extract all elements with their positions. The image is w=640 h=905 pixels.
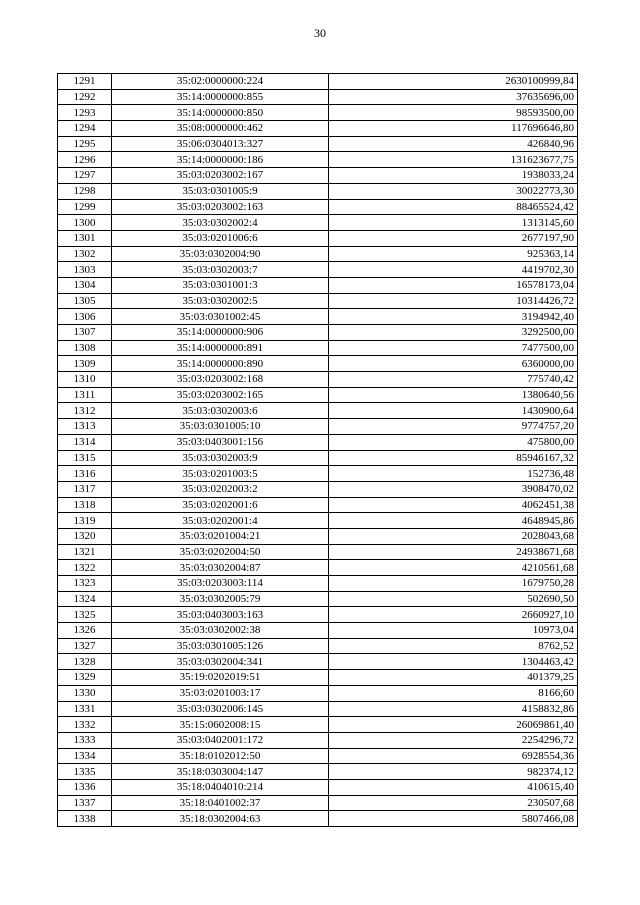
cadastral-number-cell: 35:03:0201003:5 [112, 466, 329, 482]
row-number-cell: 1330 [58, 685, 112, 701]
cadastral-number-cell: 35:03:0302003:9 [112, 450, 329, 466]
table-row [58, 466, 578, 482]
value-cell: 5807466,08 [329, 811, 578, 827]
cadastral-number-cell: 35:02:0000000:224 [112, 74, 329, 90]
table-row [58, 372, 578, 388]
cadastral-number-cell: 35:06:0304013:327 [112, 136, 329, 152]
value-cell: 6928554,36 [329, 748, 578, 764]
row-number-cell: 1318 [58, 497, 112, 513]
value-cell: 8762,52 [329, 638, 578, 654]
row-number-cell: 1326 [58, 623, 112, 639]
cadastral-number-cell: 35:03:0203002:168 [112, 372, 329, 388]
row-number-cell: 1298 [58, 183, 112, 199]
value-cell: 4419702,30 [329, 262, 578, 278]
value-cell: 131623677,75 [329, 152, 578, 168]
value-cell: 4648945,86 [329, 513, 578, 529]
table-row [58, 105, 578, 121]
value-cell: 2677197,90 [329, 230, 578, 246]
table-row [58, 513, 578, 529]
value-cell: 6360000,00 [329, 356, 578, 372]
row-number-cell: 1313 [58, 419, 112, 435]
table-row [58, 74, 578, 90]
row-number-cell: 1295 [58, 136, 112, 152]
cadastral-number-cell: 35:03:0203002:167 [112, 168, 329, 184]
table-row [58, 654, 578, 670]
row-number-cell: 1310 [58, 372, 112, 388]
value-cell: 85946167,32 [329, 450, 578, 466]
value-cell: 1304463,42 [329, 654, 578, 670]
row-number-cell: 1306 [58, 309, 112, 325]
cadastral-number-cell: 35:14:0000000:186 [112, 152, 329, 168]
cadastral-number-cell: 35:15:0602008:15 [112, 717, 329, 733]
table-row [58, 136, 578, 152]
cadastral-number-cell: 35:03:0302002:38 [112, 623, 329, 639]
cadastral-number-cell: 35:03:0301005:126 [112, 638, 329, 654]
cadastral-number-cell: 35:03:0203002:165 [112, 387, 329, 403]
table-row [58, 560, 578, 576]
value-cell: 1313145,60 [329, 215, 578, 231]
row-number-cell: 1329 [58, 670, 112, 686]
row-number-cell: 1300 [58, 215, 112, 231]
row-number-cell: 1332 [58, 717, 112, 733]
cadastral-number-cell: 35:18:0401002:37 [112, 795, 329, 811]
cadastral-number-cell: 35:03:0201006:6 [112, 230, 329, 246]
row-number-cell: 1328 [58, 654, 112, 670]
row-number-cell: 1323 [58, 576, 112, 592]
row-number-cell: 1336 [58, 779, 112, 795]
cadastral-number-cell: 35:18:0303004:147 [112, 764, 329, 780]
table-row [58, 262, 578, 278]
cadastral-number-cell: 35:14:0000000:890 [112, 356, 329, 372]
value-cell: 1380640,56 [329, 387, 578, 403]
cadastral-number-cell: 35:14:0000000:891 [112, 340, 329, 356]
row-number-cell: 1315 [58, 450, 112, 466]
cadastral-number-cell: 35:03:0301001:3 [112, 277, 329, 293]
cadastral-number-cell: 35:03:0403003:163 [112, 607, 329, 623]
table-row [58, 638, 578, 654]
value-cell: 4158832,86 [329, 701, 578, 717]
table-row [58, 748, 578, 764]
row-number-cell: 1335 [58, 764, 112, 780]
table-row [58, 309, 578, 325]
value-cell: 30022773,30 [329, 183, 578, 199]
row-number-cell: 1314 [58, 434, 112, 450]
row-number-cell: 1311 [58, 387, 112, 403]
table-row [58, 450, 578, 466]
table-row [58, 497, 578, 513]
value-cell: 152736,48 [329, 466, 578, 482]
table-row [58, 701, 578, 717]
row-number-cell: 1321 [58, 544, 112, 560]
table-row [58, 419, 578, 435]
row-number-cell: 1316 [58, 466, 112, 482]
table-row [58, 168, 578, 184]
value-cell: 98593500,00 [329, 105, 578, 121]
value-cell: 1679750,28 [329, 576, 578, 592]
value-cell: 4062451,38 [329, 497, 578, 513]
table-body [58, 74, 578, 827]
table-row [58, 230, 578, 246]
table-row [58, 732, 578, 748]
table-row [58, 325, 578, 341]
table-row [58, 528, 578, 544]
row-number-cell: 1305 [58, 293, 112, 309]
table-row [58, 591, 578, 607]
cadastral-number-cell: 35:08:0000000:462 [112, 121, 329, 137]
row-number-cell: 1307 [58, 325, 112, 341]
value-cell: 117696646,80 [329, 121, 578, 137]
table-row [58, 434, 578, 450]
table-row [58, 183, 578, 199]
cadastral-number-cell: 35:18:0102012:50 [112, 748, 329, 764]
cadastral-number-cell: 35:03:0302004:87 [112, 560, 329, 576]
value-cell: 1430900,64 [329, 403, 578, 419]
row-number-cell: 1325 [58, 607, 112, 623]
cadastral-number-cell: 35:14:0000000:855 [112, 89, 329, 105]
row-number-cell: 1301 [58, 230, 112, 246]
value-cell: 775740,42 [329, 372, 578, 388]
value-cell: 925363,14 [329, 246, 578, 262]
row-number-cell: 1338 [58, 811, 112, 827]
row-number-cell: 1291 [58, 74, 112, 90]
row-number-cell: 1302 [58, 246, 112, 262]
row-number-cell: 1324 [58, 591, 112, 607]
cadastre-table [57, 73, 578, 827]
row-number-cell: 1334 [58, 748, 112, 764]
table-row [58, 152, 578, 168]
value-cell: 230507,68 [329, 795, 578, 811]
cadastral-number-cell: 35:03:0202004:50 [112, 544, 329, 560]
cadastral-number-cell: 35:03:0302004:341 [112, 654, 329, 670]
value-cell: 410615,40 [329, 779, 578, 795]
cadastral-number-cell: 35:03:0203002:163 [112, 199, 329, 215]
cadastral-number-cell: 35:03:0302002:5 [112, 293, 329, 309]
cadastral-number-cell: 35:03:0302005:79 [112, 591, 329, 607]
value-cell: 2028043,68 [329, 528, 578, 544]
table-row [58, 544, 578, 560]
value-cell: 401379,25 [329, 670, 578, 686]
row-number-cell: 1319 [58, 513, 112, 529]
row-number-cell: 1327 [58, 638, 112, 654]
table-row [58, 277, 578, 293]
cadastral-number-cell: 35:03:0302006:145 [112, 701, 329, 717]
row-number-cell: 1337 [58, 795, 112, 811]
row-number-cell: 1317 [58, 481, 112, 497]
row-number-cell: 1320 [58, 528, 112, 544]
row-number-cell: 1333 [58, 732, 112, 748]
row-number-cell: 1297 [58, 168, 112, 184]
value-cell: 1938033,24 [329, 168, 578, 184]
cadastral-number-cell: 35:18:0302004:63 [112, 811, 329, 827]
table-row [58, 481, 578, 497]
cadastral-number-cell: 35:03:0201004:21 [112, 528, 329, 544]
value-cell: 982374,12 [329, 764, 578, 780]
table-row [58, 215, 578, 231]
row-number-cell: 1293 [58, 105, 112, 121]
table-row [58, 246, 578, 262]
table-row [58, 685, 578, 701]
row-number-cell: 1304 [58, 277, 112, 293]
table-row [58, 607, 578, 623]
cadastral-number-cell: 35:18:0404010:214 [112, 779, 329, 795]
row-number-cell: 1309 [58, 356, 112, 372]
value-cell: 475800,00 [329, 434, 578, 450]
cadastral-number-cell: 35:03:0302002:4 [112, 215, 329, 231]
value-cell: 426840,96 [329, 136, 578, 152]
value-cell: 3908470,02 [329, 481, 578, 497]
cadastral-number-cell: 35:14:0000000:850 [112, 105, 329, 121]
table-row [58, 121, 578, 137]
value-cell: 16578173,04 [329, 277, 578, 293]
value-cell: 88465524,42 [329, 199, 578, 215]
table-row [58, 356, 578, 372]
cadastral-number-cell: 35:14:0000000:906 [112, 325, 329, 341]
cadastral-number-cell: 35:03:0202003:2 [112, 481, 329, 497]
row-number-cell: 1312 [58, 403, 112, 419]
table-row [58, 717, 578, 733]
value-cell: 4210561,68 [329, 560, 578, 576]
cadastral-number-cell: 35:03:0301005:9 [112, 183, 329, 199]
table-row [58, 795, 578, 811]
row-number-cell: 1292 [58, 89, 112, 105]
cadastral-number-cell: 35:03:0302003:6 [112, 403, 329, 419]
table-row [58, 623, 578, 639]
row-number-cell: 1322 [58, 560, 112, 576]
cadastral-number-cell: 35:03:0203003:114 [112, 576, 329, 592]
value-cell: 2660927,10 [329, 607, 578, 623]
cadastral-number-cell: 35:03:0301005:10 [112, 419, 329, 435]
value-cell: 37635696,00 [329, 89, 578, 105]
table-row [58, 811, 578, 827]
cadastral-number-cell: 35:19:0202019:51 [112, 670, 329, 686]
row-number-cell: 1303 [58, 262, 112, 278]
cadastral-number-cell: 35:03:0302004:90 [112, 246, 329, 262]
value-cell: 3194942,40 [329, 309, 578, 325]
table-row [58, 670, 578, 686]
table-row [58, 340, 578, 356]
table-row [58, 293, 578, 309]
row-number-cell: 1331 [58, 701, 112, 717]
table-row [58, 576, 578, 592]
cadastral-number-cell: 35:03:0302003:7 [112, 262, 329, 278]
cadastral-number-cell: 35:03:0202001:4 [112, 513, 329, 529]
table-row [58, 764, 578, 780]
row-number-cell: 1308 [58, 340, 112, 356]
value-cell: 7477500,00 [329, 340, 578, 356]
cadastral-number-cell: 35:03:0202001:6 [112, 497, 329, 513]
value-cell: 2254296,72 [329, 732, 578, 748]
cadastral-number-cell: 35:03:0403001:156 [112, 434, 329, 450]
cadastral-number-cell: 35:03:0201003:17 [112, 685, 329, 701]
table-row [58, 89, 578, 105]
row-number-cell: 1296 [58, 152, 112, 168]
row-number-cell: 1299 [58, 199, 112, 215]
table-row [58, 387, 578, 403]
value-cell: 10314426,72 [329, 293, 578, 309]
table-row [58, 199, 578, 215]
page-number: 30 [314, 26, 326, 40]
cadastral-number-cell: 35:03:0301002:45 [112, 309, 329, 325]
value-cell: 26069861,40 [329, 717, 578, 733]
row-number-cell: 1294 [58, 121, 112, 137]
value-cell: 2630100999,84 [329, 74, 578, 90]
table-row [58, 779, 578, 795]
value-cell: 24938671,68 [329, 544, 578, 560]
value-cell: 9774757,20 [329, 419, 578, 435]
value-cell: 10973,04 [329, 623, 578, 639]
value-cell: 502690,50 [329, 591, 578, 607]
value-cell: 8166,60 [329, 685, 578, 701]
cadastral-number-cell: 35:03:0402001:172 [112, 732, 329, 748]
value-cell: 3292500,00 [329, 325, 578, 341]
table-row [58, 403, 578, 419]
